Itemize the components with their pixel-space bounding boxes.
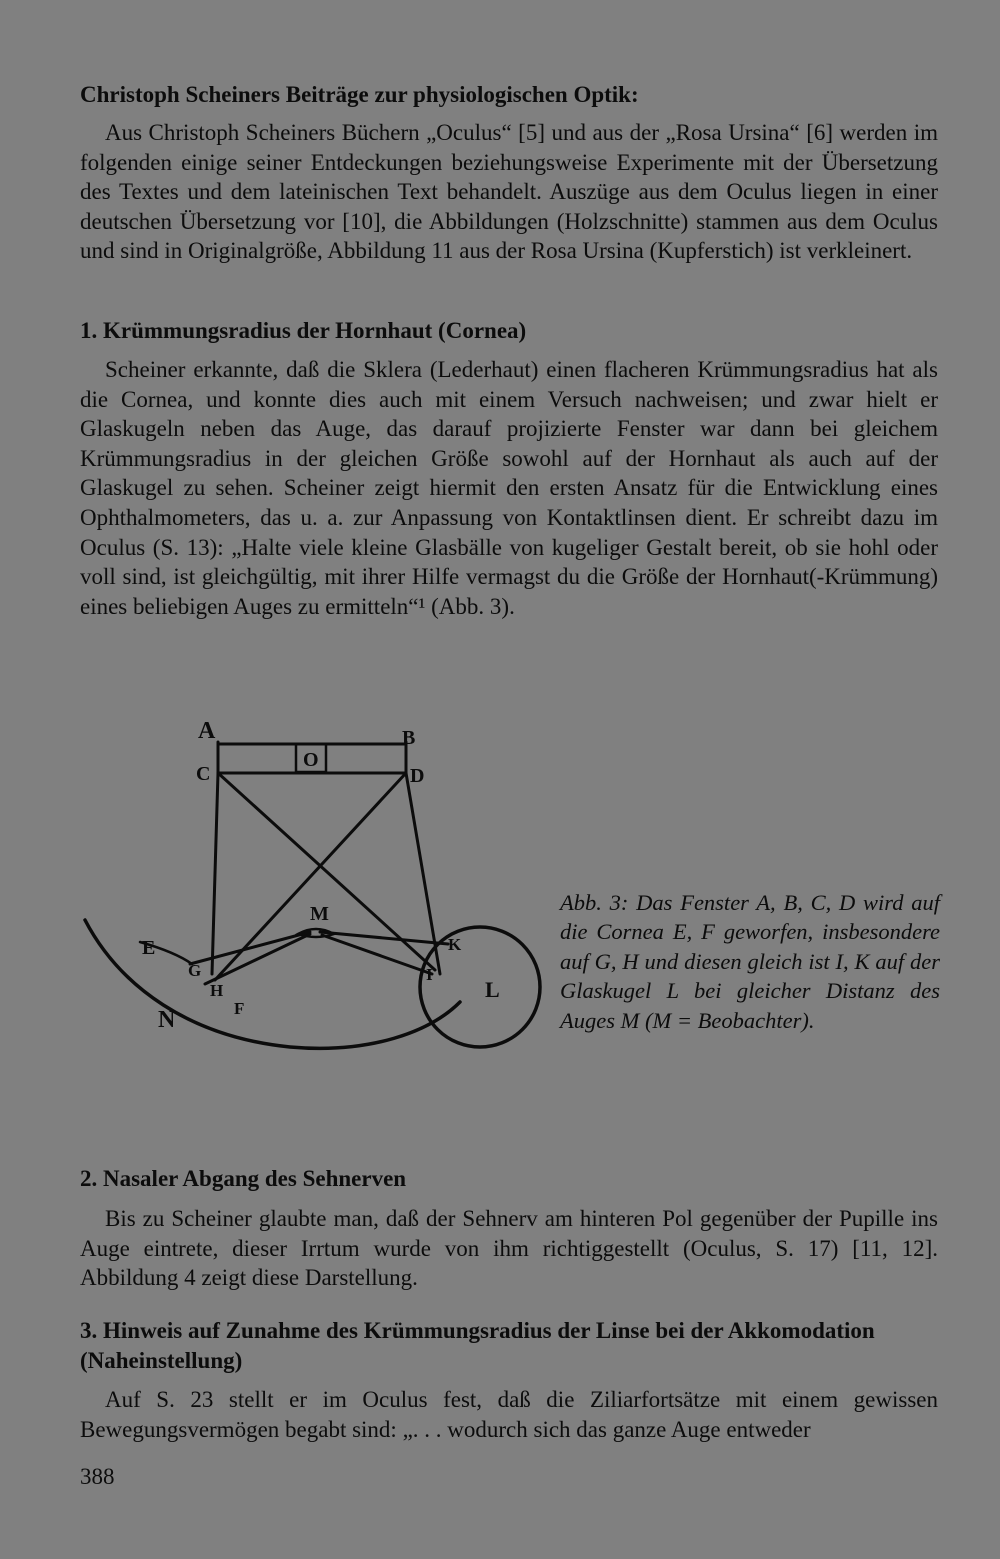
section-title: Christoph Scheiners Beiträge zur physiologischen Optik: xyxy=(80,82,639,107)
page-number: 388 xyxy=(80,1464,115,1489)
label-o: O xyxy=(303,749,319,771)
label-b: B xyxy=(402,727,416,749)
heading-akkomodation: 3. Hinweis auf Zunahme des Krümmungsradius der Linse bei der Akkomodation (Naheinstellung) xyxy=(80,1318,875,1373)
label-k: K xyxy=(448,935,462,954)
label-n: N xyxy=(158,1007,176,1033)
label-d: D xyxy=(410,765,425,787)
label-g: G xyxy=(188,961,202,980)
paragraph-sehnerv: Bis zu Scheiner glaubte man, daß der Sehnerv am hinteren Pol gegenüber der Pupille ins Auge eintrete, dieser Irrtum wurde von ihm richtiggestellt (Oculus, S. 17) [11, 12]. Abbildung 4 zeigt diese Darstellung. xyxy=(80,1206,938,1291)
heading-sehnerv: 2. Nasaler Abgang des Sehnerven xyxy=(80,1166,407,1191)
label-h: H xyxy=(210,981,224,1000)
figure-abb-3 xyxy=(80,712,550,1072)
label-a: A xyxy=(198,718,216,744)
label-i: I xyxy=(426,965,433,984)
label-c: C xyxy=(196,763,211,785)
label-f: F xyxy=(234,999,245,1018)
paragraph-cornea: Scheiner erkannte, daß die Sklera (Lederhaut) einen flacheren Krümmungsradius hat als die Cornea, und konnte dies auch mit einem Versuch nachweisen; und zwar hielt er Glaskugeln neben das Auge, das darauf projizierte Fenster war dann bei gleichem Krümmungsradius in der gleichen Größe sowohl auf der Hornhaut als auch auf der Glaskugel zu sehen. Scheiner zeigt hiermit den ersten Ansatz für die Entwicklung eines Ophthalmometers, das u. a. zur Anpassung von Kontaktlinsen dient. Er schreibt dazu im Oculus (S. 13): „Halte viele kleine Glasbälle von kugeliger Gestalt bereit, ob sie hohl oder voll sind, ist gleichgültig, mit ihrer Hilfe vermagst du die Größe der Hornhaut(-Krümmung) eines beliebigen Auges zu ermitteln“¹ (Abb. 3). xyxy=(80,357,938,619)
woodcut-diagram xyxy=(80,712,550,1072)
heading-cornea: 1. Krümmungsradius der Hornhaut (Cornea) xyxy=(80,318,527,343)
figure-caption: Abb. 3: Das Fenster A, B, C, D wird auf die Cornea E, F geworfen, insbesondere auf G, H und diesen gleich ist I, K auf der Glaskugel L bei gleicher Distanz des Auges M (M = Beobachter). xyxy=(560,890,940,1033)
glass-sphere xyxy=(420,927,540,1047)
intro-paragraph: Aus Christoph Scheiners Büchern „Oculus“ [5] und aus der „Rosa Ursina“ [6] werden im folgenden einige seiner Entdeckungen beziehungsweise Experimente mit der Übersetzung des Textes und dem lateinischen Text behandelt. Auszüge aus dem Oculus liegen in einer deutschen Übersetzung vor [10], die Abbildungen (Holzschnitte) stammen aus dem Oculus und sind in Originalgröße, Abbildung 11 aus der Rosa Ursina (Kupferstich) ist verkleinert. xyxy=(80,120,938,264)
label-e: E xyxy=(142,937,156,959)
label-m: M xyxy=(310,903,329,925)
paragraph-akkomodation: Auf S. 23 stellt er im Oculus fest, daß die Ziliarfortsätze mit einem gewissen Bewegungsvermögen begabt sind: „. . . wodurch sich das ganze Auge entweder xyxy=(80,1387,938,1442)
label-l: L xyxy=(485,977,500,1002)
